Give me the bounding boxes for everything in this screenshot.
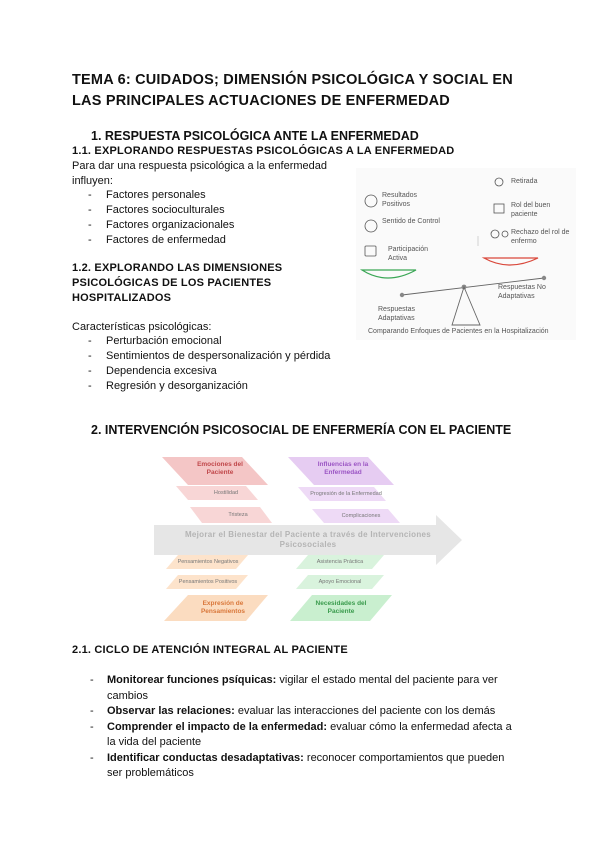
withdrawal-icon [495, 178, 503, 186]
section2-heading: 2. INTERVENCIÓN PSICOSOCIAL DE ENFERMERÍA CON EL PACIENTE [91, 423, 512, 437]
participation-icon [365, 246, 376, 256]
characteristics-list [72, 334, 372, 394]
control-icon [365, 220, 377, 232]
positive-results-icon [365, 195, 377, 207]
scale-left-item: Resultados Positivos [382, 192, 418, 208]
fishbone-item: Progresión de la Enfermedad [310, 491, 382, 497]
good-patient-icon [494, 204, 504, 213]
emotions-tag: Emociones del Paciente [197, 461, 243, 476]
sub1-intro-line2: influyen: [72, 175, 113, 187]
fishbone-item: Pensamientos Positivos [178, 579, 238, 585]
fishbone-item: Asistencia Práctica [316, 559, 364, 565]
non-adaptive-label: Respuestas No Adaptativas [498, 284, 546, 300]
scale-caption: Comparando Enfoques de Pacientes en la Hospitalización [368, 328, 549, 335]
list-item: - Identificar conductas desadaptativas: reconocer comportamientos que pueden ser problemáticos [72, 751, 532, 782]
list-item: - Comprender el impacto de la enfermedad: evaluar cómo la enfermedad afecta a la vida del paciente [72, 720, 532, 751]
sub2-heading: 1.2. EXPLORANDO LAS DIMENSIONES PSICOLÓGICAS DE LOS PACIENTES HOSPITALIZADOS [72, 262, 283, 304]
list-item: - Factores de enfermedad [72, 233, 322, 248]
section21-heading: 2.1. CICLO DE ATENCIÓN INTEGRAL AL PACIENTE [72, 644, 348, 656]
thoughts-tag: Expresión de Pensamientos [200, 600, 246, 615]
list-item: - Monitorear funciones psíquicas: vigilar el estado mental del paciente para ver cambios [72, 673, 532, 704]
list-item: - Perturbación emocional [72, 334, 372, 349]
section1-heading: 1. RESPUESTA PSICOLÓGICA ANTE LA ENFERMEDAD [91, 129, 419, 143]
scale-right-item: Rol del buen paciente [511, 202, 551, 218]
scale-left-item: Participación Activa [388, 246, 429, 262]
adaptive-label: Respuestas Adaptativas [378, 306, 415, 322]
list-item: - Sentimientos de despersonalización y pérdida [72, 349, 372, 364]
sub1-heading: 1.1. EXPLORANDO RESPUESTAS PSICOLÓGICAS A LA ENFERMEDAD [72, 145, 455, 157]
scale-left-item: Sentido de Control [382, 218, 440, 225]
list-item: - Observar las relaciones: evaluar las interacciones del paciente con los demás [72, 704, 532, 720]
beam-end-right [542, 276, 546, 280]
list-item: - Dependencia excesiva [72, 364, 372, 379]
characteristics-intro: Características psicológicas: [72, 321, 212, 333]
scale-right-item: Retirada [511, 178, 538, 185]
fishbone-item: Hostilidad [213, 490, 239, 496]
list-item: - Factores organizacionales [72, 218, 322, 233]
list-item: - Regresión y desorganización [72, 379, 372, 394]
beam-end-left [400, 293, 404, 297]
fishbone-diagram [150, 455, 465, 625]
fishbone-item: Pensamientos Negativos [177, 559, 239, 565]
influences-tag: Influencias en la Enfermedad [317, 461, 369, 476]
scale-stand [452, 287, 480, 325]
scale-right-item: Rechazo del rol de enfermo [511, 229, 570, 245]
right-pan [484, 258, 538, 265]
rejection-icon [491, 230, 499, 238]
fishbone-item: Tristeza [228, 512, 248, 518]
needs-tag: Necesidades del Paciente [315, 600, 367, 615]
scale-figure [356, 168, 576, 340]
cycle-list [72, 673, 532, 782]
sub1-intro-line1: Para dar una respuesta psicológica a la enfermedad [72, 160, 327, 172]
factors-list [72, 188, 322, 248]
page-title: TEMA 6: CUIDADOS; DIMENSIÓN PSICOLÓGICA Y SOCIAL EN LAS PRINCIPALES ACTUACIONES DE ENFERMEDAD [72, 72, 513, 109]
center-text: Mejorar el Bienestar del Paciente a través de Intervenciones Psicosociales [184, 530, 432, 549]
fishbone-item: Complicaciones [341, 513, 381, 519]
list-item: - Factores personales [72, 188, 322, 203]
left-pan [362, 270, 416, 278]
list-item: - Factores socioculturales [72, 203, 322, 218]
fishbone-item: Apoyo Emocional [318, 579, 362, 585]
